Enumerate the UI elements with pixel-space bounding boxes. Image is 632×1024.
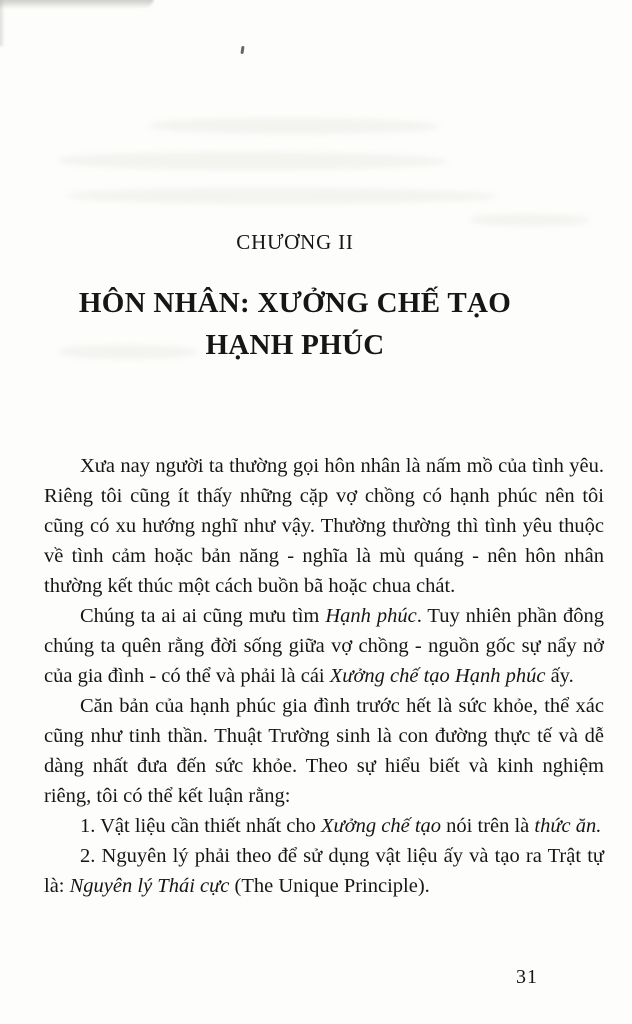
chapter-title xyxy=(0,282,590,366)
page-number: 31 xyxy=(516,966,538,988)
showthrough-smudge xyxy=(150,118,440,134)
scan-edge-artifact-left xyxy=(0,0,5,46)
paragraph: 2. Nguyên lý phải theo để sử dụng vật liệu ấy và tạo ra Trật tự là: Nguyên lý Thái cực (The Unique Principle). xyxy=(44,845,604,897)
chapter-title-line1: HÔN NHÂN: XƯỞNG CHẾ TẠO xyxy=(78,287,512,319)
paragraph: Căn bản của hạnh phúc gia đình trước hết là sức khỏe, thể xác cũng như tinh thần. Thuật Trường sinh là con đường thực tế và dễ dàng nhất đưa đến sức khỏe. Theo sự hiểu biết và kinh nghiệm riêng, tôi có thể kết luận rằng: xyxy=(44,695,604,807)
showthrough-smudge xyxy=(68,188,498,204)
paragraph: Chúng ta ai ai cũng mưu tìm Hạnh phúc. Tuy nhiên phần đông chúng ta quên rằng đời sống giữa vợ chồng - nguồn gốc sự nẩy nở của gia đình - có thể và phải là cái Xưởng chế tạo Hạnh phúc ấy. xyxy=(44,605,604,687)
ink-speck xyxy=(240,46,244,54)
scan-edge-artifact xyxy=(0,0,154,9)
paragraph: Xưa nay người ta thường gọi hôn nhân là nấm mồ của tình yêu. Riêng tôi cũng ít thấy những cặp vợ chồng có hạnh phúc nên tôi cũng có xu hướng nghĩ như vậy. Thường thường thì tình yêu thuộc về tình cảm hoặc bản năng - nghĩa là mù quáng - nên hôn nhân thường kết thúc một cách buồn bã hoặc chua chát. xyxy=(44,455,604,597)
chapter-label: CHƯƠNG II xyxy=(236,230,354,254)
showthrough-smudge xyxy=(58,152,448,170)
body-text xyxy=(44,451,604,901)
chapter-title-line2: HẠNH PHÚC xyxy=(205,329,385,361)
paragraph: 1. Vật liệu cần thiết nhất cho Xưởng chế tạo nói trên là thức ăn. xyxy=(80,815,602,837)
showthrough-smudge xyxy=(470,214,590,226)
